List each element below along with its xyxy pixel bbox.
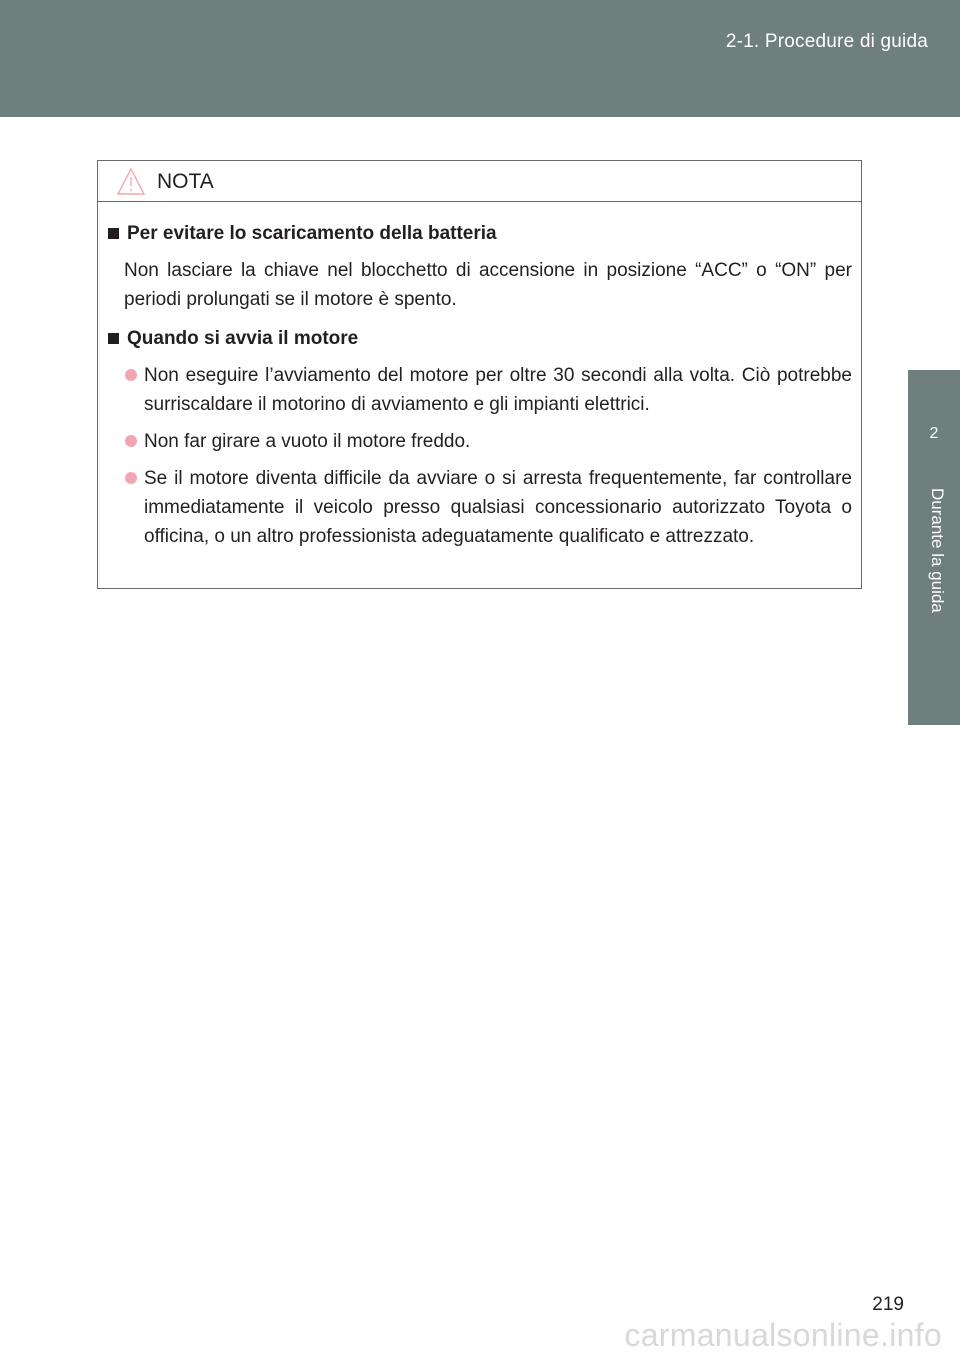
section-paragraph: Non lasciare la chiave nel blocchetto di accensione in posizione “ACC” o “ON” per periodi prolungati se il motore è spento. (124, 260, 852, 310)
list-item-text: Se il motore diventa difficile da avviare o si arresta frequentemente, far controllare immediatamente il veicolo presso qualsiasi concessionario autorizzato Toyota o officina, o un altro professionista adeguatamente qualificato e attrezzato. (144, 468, 852, 547)
chapter-side-tab (908, 117, 960, 1362)
note-section-battery (107, 219, 852, 314)
section-heading-text: Quando si avvia il motore (127, 328, 359, 349)
section-heading-text: Per evitare lo scaricamento della batteria (127, 223, 497, 244)
note-section-starting-engine (107, 324, 852, 551)
chapter-number: 2 (929, 425, 939, 442)
note-title: NOTA (157, 170, 214, 193)
note-box (97, 160, 862, 589)
list-item-text: Non far girare a vuoto il motore freddo. (144, 431, 471, 452)
watermark: carmanualsonline.info (624, 1317, 942, 1353)
round-bullet-icon (125, 435, 137, 447)
note-body (98, 202, 861, 551)
note-header (98, 161, 861, 202)
round-bullet-icon (125, 472, 137, 484)
list-item (144, 361, 852, 419)
page-number: 219 (872, 1294, 904, 1315)
square-bullet-icon (108, 228, 119, 239)
square-bullet-icon (108, 333, 119, 344)
list-item (144, 464, 852, 551)
header-band (0, 0, 960, 117)
warning-triangle-icon (116, 167, 146, 197)
chapter-label: Durante la guida (928, 488, 947, 613)
section-heading (107, 219, 852, 248)
round-bullet-icon (125, 369, 137, 381)
section-title: 2-1. Procedure di guida (725, 31, 928, 52)
list-item-text: Non eseguire l’avviamento del motore per oltre 30 secondi alla volta. Ciò potrebbe surriscaldare il motorino di avviamento e gli impianti elettrici. (144, 365, 852, 415)
section-heading (107, 324, 852, 353)
list-item (144, 427, 852, 456)
